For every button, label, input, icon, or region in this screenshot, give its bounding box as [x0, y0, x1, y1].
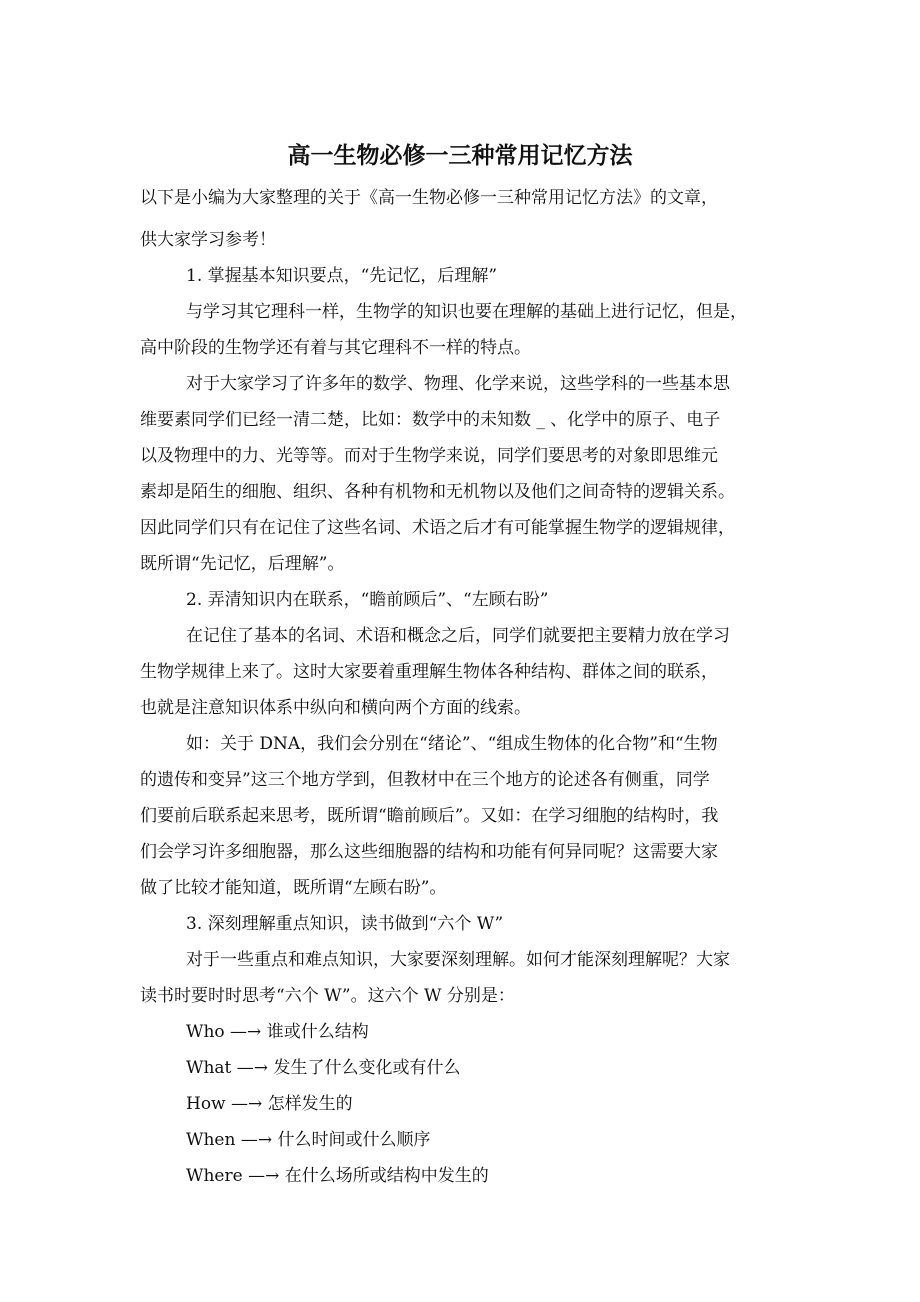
w-list-item-who: Who —→ 谁或什么结构	[186, 1022, 369, 1042]
paragraph-line: 素却是陌生的细胞、组织、各种有机物和无机物以及他们之间奇特的逻辑关系。	[140, 482, 735, 502]
page-title: 高一生物必修一三种常用记忆方法	[287, 142, 633, 169]
paragraph-line: 供大家学习参考！	[140, 230, 276, 250]
paragraph-line: 维要素同学们已经一清二楚，比如：数学中的未知数 _ 、化学中的原子、电子	[140, 410, 721, 430]
w-list-item-when: When —→ 什么时间或什么顺序	[186, 1130, 431, 1150]
w-list-item-what: What —→ 发生了什么变化或有什么	[186, 1058, 461, 1078]
paragraph-line: 对于大家学习了许多年的数学、物理、化学来说，这些学科的一些基本思	[186, 374, 730, 394]
paragraph-line: 在记住了基本的名词、术语和概念之后，同学们就要把主要精力放在学习	[186, 626, 730, 646]
section-heading-1: 1. 掌握基本知识要点，“先记忆，后理解”	[186, 266, 498, 286]
w-list-item-where: Where —→ 在什么场所或结构中发生的	[186, 1166, 489, 1186]
paragraph-line: 与学习其它理科一样，生物学的知识也要在理解的基础上进行记忆，但是，	[186, 302, 747, 322]
paragraph-line: 的遗传和变异”这三个地方学到，但教材中在三个地方的论述各有侧重，同学	[140, 770, 710, 790]
paragraph-line: 以下是小编为大家整理的关于《高一生物必修一三种常用记忆方法》的文章，	[140, 188, 718, 208]
section-heading-2: 2. 弄清知识内在联系，“瞻前顾后”、“左顾右盼”	[186, 590, 549, 610]
paragraph-line: 因此同学们只有在记住了这些名词、术语之后才有可能掌握生物学的逻辑规律，	[140, 518, 735, 538]
paragraph-line: 以及物理中的力、光等等。而对于生物学来说，同学们要思考的对象即思维元	[140, 446, 718, 466]
paragraph-line: 们要前后联系起来思考，既所谓“瞻前顾后”。又如：在学习细胞的结构时，我	[140, 806, 719, 826]
paragraph-line: 如：关于 DNA，我们会分别在“绪论”、“组成生物体的化合物”和“生物	[186, 734, 718, 754]
paragraph-line: 读书时要时时思考“六个 W”。这六个 W 分别是：	[140, 986, 515, 1006]
paragraph-line: 做了比较才能知道，既所谓“左顾右盼”。	[140, 878, 447, 898]
paragraph-line: 高中阶段的生物学还有着与其它理科不一样的特点。	[140, 338, 531, 358]
section-heading-3: 3. 深刻理解重点知识，读书做到“六个 W”	[186, 914, 504, 934]
paragraph-line: 们会学习许多细胞器，那么这些细胞器的结构和功能有何异同呢？这需要大家	[140, 842, 718, 862]
paragraph-line: 既所谓“先记忆，后理解”。	[140, 554, 345, 574]
paragraph-line: 生物学规律上来了。这时大家要着重理解生物体各种结构、群体之间的联系，	[140, 662, 718, 682]
paragraph-line: 也就是注意知识体系中纵向和横向两个方面的线索。	[140, 698, 531, 718]
w-list-item-how: How —→ 怎样发生的	[186, 1094, 353, 1114]
paragraph-line: 对于一些重点和难点知识，大家要深刻理解。如何才能深刻理解呢？大家	[186, 950, 730, 970]
